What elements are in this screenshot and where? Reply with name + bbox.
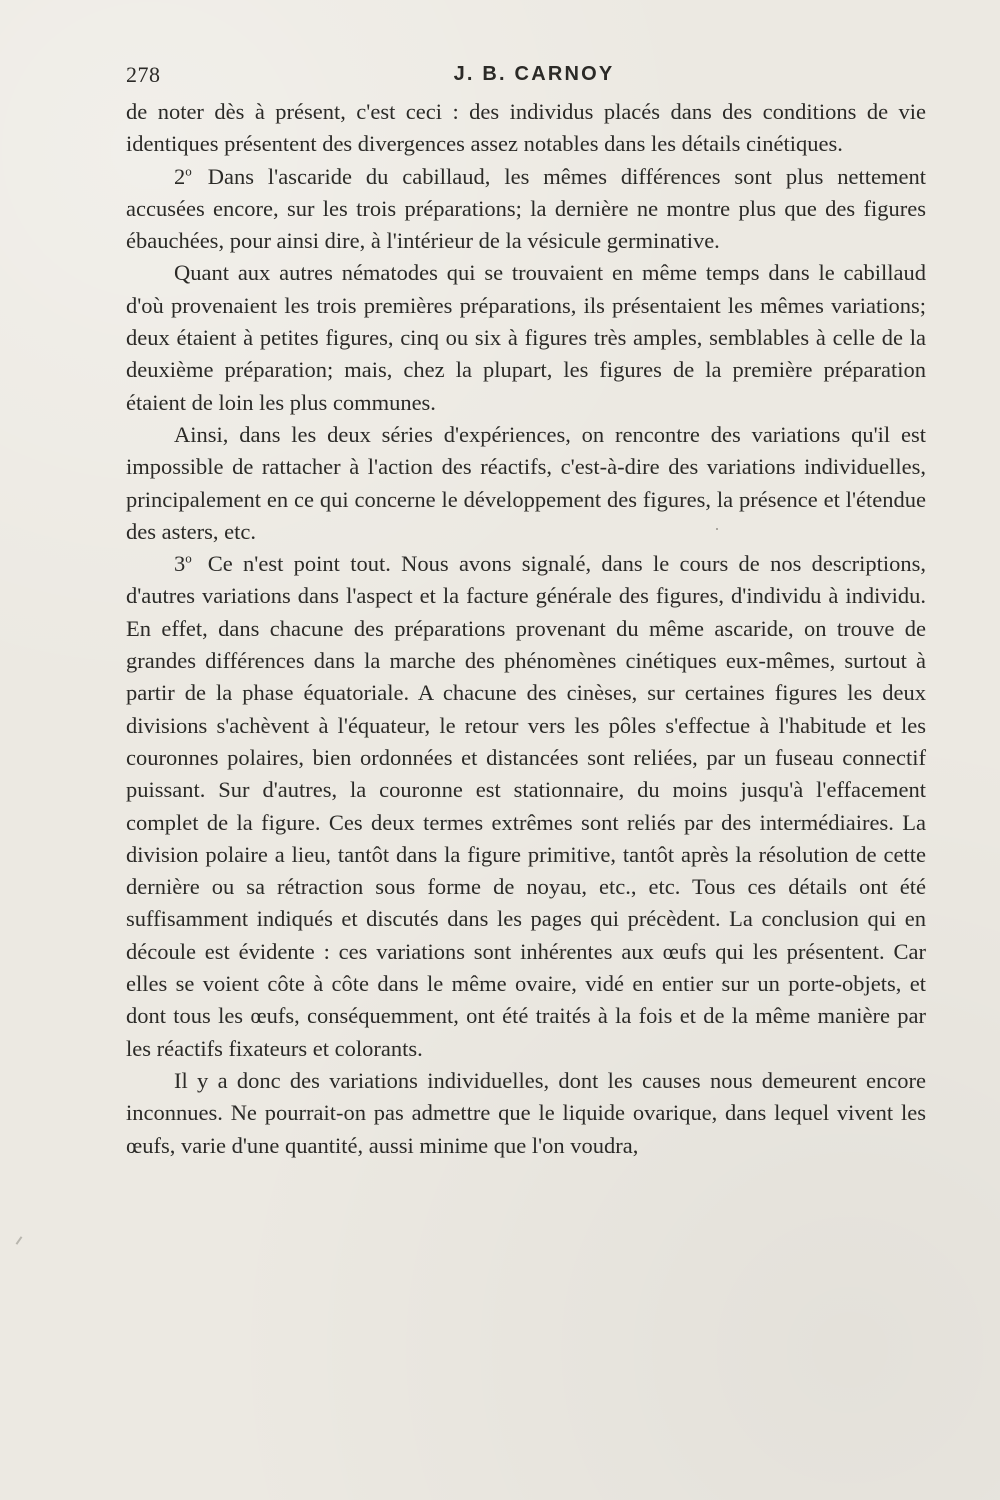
body-text	[126, 96, 926, 1162]
paragraph-2-number: 2$^o$	[174, 163, 192, 189]
paragraph-5-number: 3$^o$	[174, 550, 192, 577]
paragraph-5-text: Ce n'est point tout. Nous avons signalé, dans le cours de nos descriptions, d'autres variations dans l'aspect et la facture générale des figures, d'individu à individu. En effet, dans chacune des préparations provenant du même ascaride, on trouve de grandes différences dans la marche des phénomènes cinétiques eux-mêmes, surtout à partir de la phase équatoriale. A chacune des cinèses, sur certaines figures les deux divisions s'achèvent à l'équateur, le retour vers les pôles s'effectue à l'habitude et les couronnes polaires, bien ordonnées et distancées sont reliées, par un fuseau connectif puissant. Sur d'autres, la couronne est stationnaire, du moins jusqu'à l'effacement complet de la figure. Ces deux termes extrêmes sont reliés par des intermédiaires. La division polaire a lieu, tantôt dans la figure primitive, tantôt après la résolution de cette dernière ou sa rétraction sous forme de noyau, etc., etc. Tous ces détails ont été suffisamment indiqués et discutés dans les pages qui précèdent. La conclusion qui en découle est évidente : ces variations sont inhérentes aux œufs qui les présentent. Car elles se voient côte à côte dans le même ovaire, vidé en entier sur un porte-objets, et dont tous les œufs, conséquemment, ont été traités à la fois et de la même manière par les réactifs fixateurs et colorants.	[126, 551, 926, 1061]
page-header	[126, 62, 922, 92]
page-number: 278	[126, 62, 161, 87]
paragraph-3: Quant aux autres nématodes qui se trouvaient en même temps dans le cabillaud d'où provenaient les trois premières préparations, ils présentaient les mêmes variations; deux étaient à petites figures, cinq ou six à figures très amples, semblables à celle de la deuxième préparation; mais, chez la plupart, les figures de la première préparation étaient de loin les plus communes.	[126, 260, 926, 415]
paragraph-4: Ainsi, dans les deux séries d'expériences, on rencontre des variations qu'il est impossible de rattacher à l'action des réactifs, c'est-à-dire des variations individuelles, principalement en ce qui concerne le développement des figures, la présence et l'étendue des asters, etc.	[126, 421, 926, 544]
running-head: J. B. CARNOY	[453, 63, 615, 85]
paper-spot	[716, 528, 718, 530]
paragraph-5	[126, 548, 926, 1065]
paragraph-2-text: Dans l'ascaride du cabillaud, les mêmes différences sont plus nettement accusées encore, sur les trois préparations; la dernière ne montre plus que des figures ébauchées, pour ainsi dire, à l'intérieur de la vésicule germinative.	[126, 163, 926, 254]
paragraph-2	[126, 161, 926, 258]
margin-mark	[16, 1236, 23, 1245]
paragraph-6: Il y a donc des variations individuelles, dont les causes nous demeurent encore inconnues. Ne pourrait-on pas admettre que le liquide ovarique, dans lequel vivent les œufs, varie d'une quantité, aussi minime que l'on voudra,	[126, 1067, 926, 1158]
paragraph-1: de noter dès à présent, c'est ceci : des individus placés dans des conditions de vie identiques présentent des divergences assez notables dans les détails cinétiques.	[126, 99, 926, 157]
